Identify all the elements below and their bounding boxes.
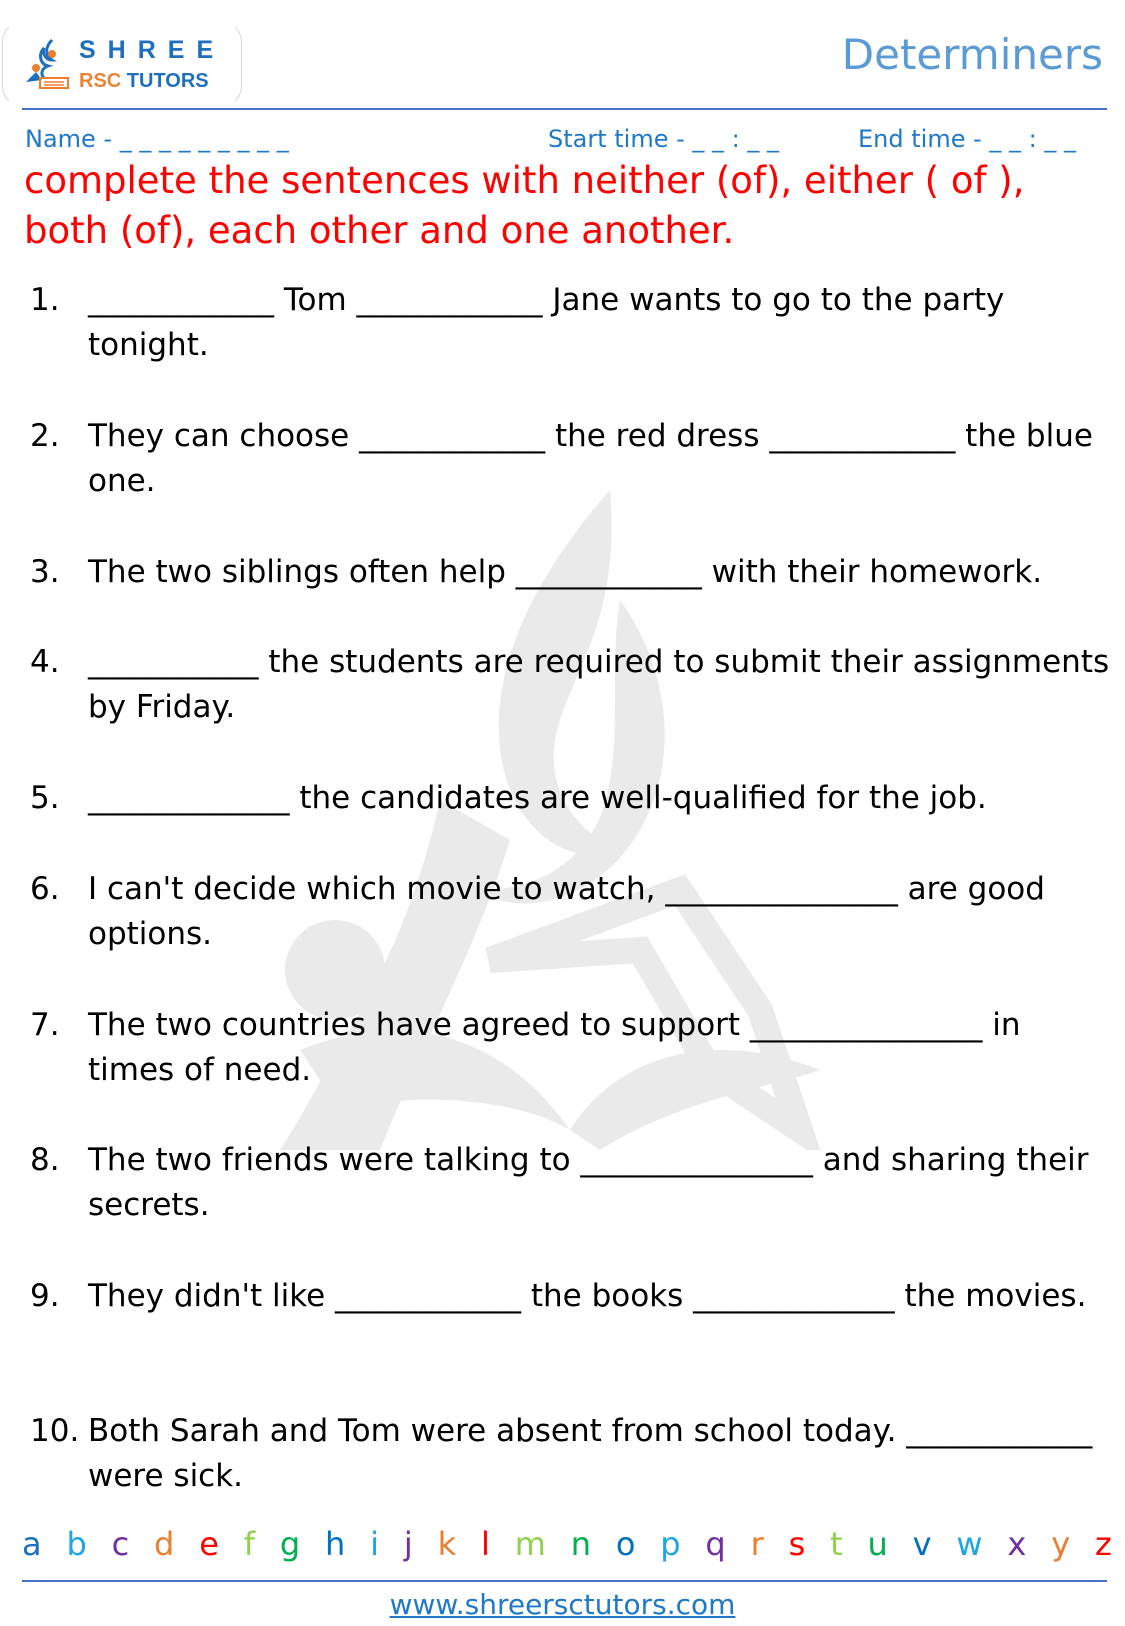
- question-text[interactable]: ___________ the students are required to submit their assignments by Friday.: [88, 644, 1110, 725]
- question-number: 10.: [30, 1413, 80, 1449]
- name-field[interactable]: Name - _ _ _ _ _ _ _ _ _: [25, 125, 289, 153]
- logo-tutors-text: TUTORS: [121, 70, 209, 92]
- alphabet-letter: q: [705, 1525, 726, 1563]
- alphabet-letter: c: [111, 1525, 130, 1563]
- question-text[interactable]: The two siblings often help ____________ with their homework.: [88, 554, 1043, 590]
- question-item-4: [30, 640, 1115, 730]
- alphabet-letter: p: [660, 1525, 681, 1563]
- question-text[interactable]: _____________ the candidates are well-qualified for the job.: [88, 780, 987, 816]
- question-text[interactable]: The two friends were talking to _______________ and sharing their secrets.: [88, 1142, 1089, 1223]
- alphabet-letter: t: [830, 1525, 843, 1563]
- alphabet-letter: w: [956, 1525, 983, 1563]
- alphabet-letter: m: [514, 1525, 546, 1563]
- alphabet-letter: k: [437, 1525, 457, 1563]
- question-item-5: [30, 776, 1115, 821]
- question-number: 9.: [30, 1278, 60, 1314]
- question-text[interactable]: Both Sarah and Tom were absent from school today. ____________ were sick.: [88, 1413, 1093, 1494]
- end-time-field[interactable]: End time - _ _ : _ _: [858, 125, 1076, 153]
- footer-divider: [22, 1580, 1107, 1582]
- question-text[interactable]: I can't decide which movie to watch, _______________ are good options.: [88, 871, 1045, 952]
- alphabet-letter: d: [154, 1525, 175, 1563]
- question-text[interactable]: The two countries have agreed to support _______________ in times of need.: [88, 1007, 1021, 1088]
- question-text[interactable]: ____________ Tom ____________ Jane wants to go to the party tonight.: [88, 282, 1005, 363]
- question-number: 8.: [30, 1142, 60, 1178]
- alphabet-letter: y: [1051, 1525, 1071, 1563]
- question-number: 7.: [30, 1007, 60, 1043]
- alphabet-letter: e: [199, 1525, 219, 1563]
- alphabet-letter: h: [325, 1525, 346, 1563]
- alphabet-letter: s: [788, 1525, 806, 1563]
- question-number: 4.: [30, 644, 60, 680]
- question-number: 3.: [30, 554, 60, 590]
- alphabet-letter: l: [480, 1525, 490, 1563]
- alphabet-letter: v: [912, 1525, 932, 1563]
- alphabet-letter: g: [279, 1525, 301, 1563]
- alphabet-letter: u: [867, 1525, 888, 1563]
- question-item-6: [30, 867, 1115, 957]
- question-item-7: [30, 1003, 1115, 1093]
- question-item-8: [30, 1138, 1115, 1228]
- alphabet-letter: z: [1094, 1525, 1112, 1563]
- alphabet-letter: b: [66, 1525, 87, 1563]
- question-text[interactable]: They can choose ____________ the red dress ____________ the blue one.: [88, 418, 1093, 499]
- alphabet-letter: i: [370, 1525, 380, 1563]
- question-number: 2.: [30, 418, 60, 454]
- logo-rsc-text: RSC: [79, 70, 122, 92]
- question-item-1: [30, 278, 1115, 368]
- alphabet-letter: r: [750, 1525, 764, 1563]
- alphabet-letter: x: [1007, 1525, 1027, 1563]
- alphabet-letter: f: [243, 1525, 255, 1563]
- logo-flame-book-icon: [22, 38, 74, 92]
- alphabet-strip: [22, 1525, 1112, 1563]
- website-link[interactable]: www.shreersctutors.com: [389, 1588, 736, 1621]
- question-text[interactable]: They didn't like ____________ the books _____________ the movies.: [88, 1278, 1087, 1314]
- question-item-3: [30, 550, 1115, 595]
- logo-wordmark-rsc-tutors: [79, 70, 209, 93]
- alphabet-letter: o: [615, 1525, 636, 1563]
- question-number: 6.: [30, 871, 60, 907]
- page-title: Determiners: [841, 30, 1103, 79]
- alphabet-letter: n: [570, 1525, 591, 1563]
- logo-wordmark-shree: SHREE: [79, 36, 226, 64]
- question-item-10: [30, 1409, 1115, 1499]
- alphabet-letter: a: [22, 1525, 42, 1563]
- header-divider: [22, 108, 1107, 110]
- instructions: complete the sentences with neither (of), either ( of ), both (of), each other and one another.: [24, 159, 1025, 252]
- alphabet-letter: j: [403, 1525, 413, 1563]
- question-item-9: [30, 1274, 1115, 1319]
- question-item-2: [30, 414, 1115, 504]
- question-number: 5.: [30, 780, 60, 816]
- start-time-field[interactable]: Start time - _ _ : _ _: [548, 125, 779, 153]
- question-number: 1.: [30, 282, 60, 318]
